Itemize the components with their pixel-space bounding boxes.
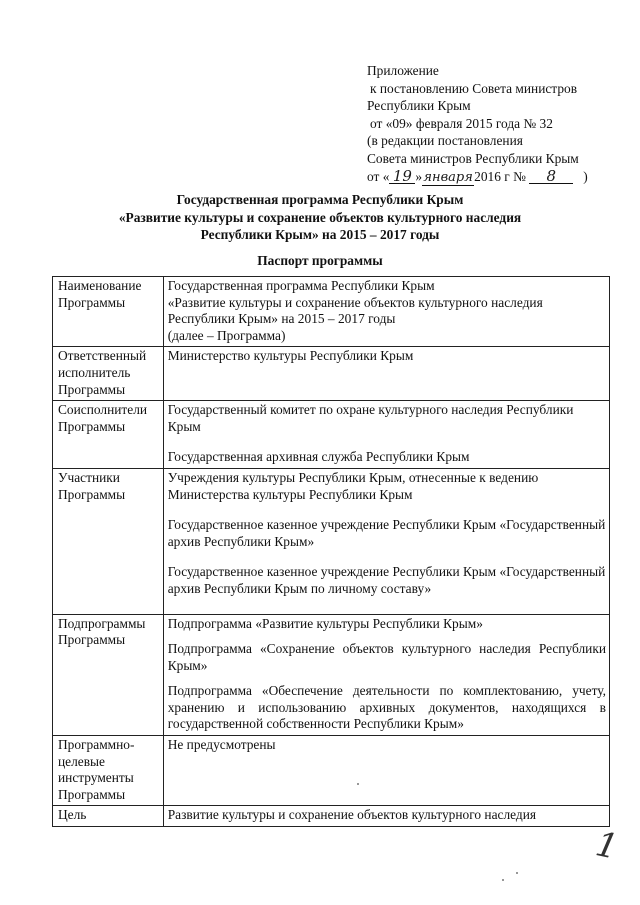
passport-table <box>52 276 610 827</box>
handwritten-month: января <box>423 169 473 185</box>
handwritten-page-number: 1 <box>592 824 622 868</box>
value-paragraph: Государственная архивная служба Республики Крым <box>167 449 470 465</box>
title-line: «Развитие культуры и сохранение объектов культурного наследия <box>118 209 522 225</box>
handwritten-day: 19 <box>389 169 415 184</box>
table-row <box>53 468 610 614</box>
row-label: Программно-целевые инструменты Программы <box>53 736 164 806</box>
title-line: Республики Крым» на 2015 – 2017 годы <box>200 227 440 242</box>
row-value <box>163 614 609 736</box>
appendix-line: Республики Крым <box>367 98 471 114</box>
row-value <box>163 468 609 614</box>
passport-heading: Паспорт программы <box>257 253 383 268</box>
date-mid: » <box>415 168 423 184</box>
scan-speck <box>516 872 518 874</box>
title-line: Государственная программа Республики Крым <box>176 192 464 207</box>
value-paragraph: Учреждения культуры Республики Крым, отнесенные к ведению Министерства культуры Республики Крым <box>167 469 539 502</box>
date-year: 2016 г № <box>474 168 526 184</box>
row-label: Подпрограммы Программы <box>53 614 164 736</box>
appendix-block <box>367 62 588 185</box>
appendix-line: к постановлению Совета министров <box>370 80 578 96</box>
table-row <box>53 401 610 469</box>
paragraph-gap <box>168 503 606 517</box>
appendix-line: Приложение <box>367 63 439 78</box>
value-paragraph: Государственное казенное учреждение Республики Крым «Государственный архив Республики Крым» <box>167 517 606 549</box>
row-value <box>163 347 609 401</box>
value-paragraph: «Развитие культуры и сохранение объектов культурного наследия Республики Крым» на 2015 – 2017 годы <box>167 294 543 327</box>
row-value <box>163 806 609 827</box>
table-row <box>53 736 610 806</box>
handwritten-number: 8 <box>529 169 573 184</box>
scan-speck <box>502 879 504 881</box>
row-value <box>163 736 609 806</box>
row-value <box>163 401 609 469</box>
row-label: Участники Программы <box>53 468 164 614</box>
value-paragraph: Подпрограмма «Развитие культуры Республики Крым» <box>167 615 483 631</box>
appendix-line: от «09» февраля 2015 года № 32 <box>370 115 553 131</box>
paragraph-gap <box>168 598 606 612</box>
value-paragraph: Не предусмотрены <box>167 737 276 753</box>
value-paragraph: Министерство культуры Республики Крым <box>167 348 414 364</box>
table-row <box>53 277 610 347</box>
appendix-line: (в редакции постановления <box>367 133 523 149</box>
table-row <box>53 614 610 736</box>
row-value <box>163 277 609 347</box>
appendix-date-line <box>367 168 588 186</box>
value-paragraph: Развитие культуры и сохранение объектов культурного наследия <box>167 807 537 823</box>
document-title <box>40 191 600 244</box>
scan-speck <box>357 783 359 785</box>
row-label: Цель <box>53 806 164 827</box>
row-label: Наименование Программы <box>53 277 164 347</box>
table-row <box>53 347 610 401</box>
date-close: ) <box>583 168 588 184</box>
row-label: Ответственный исполнитель Программы <box>53 347 164 401</box>
value-paragraph: Государственный комитет по охране культурного наследия Республики Крым <box>167 402 574 434</box>
value-paragraph: Подпрограмма «Обеспечение деятельности по комплектованию, учету, хранению и использованию архивных документов, находящихся в государственной собственности Республики Крым» <box>167 683 606 732</box>
date-prefix: от « <box>367 168 390 184</box>
value-paragraph: (далее – Программа) <box>167 327 286 343</box>
value-paragraph: Государственное казенное учреждение Республики Крым «Государственный архив Республики Крым по личному составу» <box>167 564 606 596</box>
paragraph-gap <box>168 550 606 564</box>
appendix-line: Совета министров Республики Крым <box>367 150 579 166</box>
value-paragraph: Подпрограмма «Сохранение объектов культурного наследия Республики Крым» <box>167 641 606 673</box>
row-label: Соисполнители Программы <box>53 401 164 469</box>
value-paragraph: Государственная программа Республики Крым <box>167 278 435 293</box>
paragraph-gap <box>168 435 606 449</box>
paragraph-gap <box>168 674 606 683</box>
paragraph-gap <box>168 632 606 641</box>
table-row <box>53 806 610 827</box>
